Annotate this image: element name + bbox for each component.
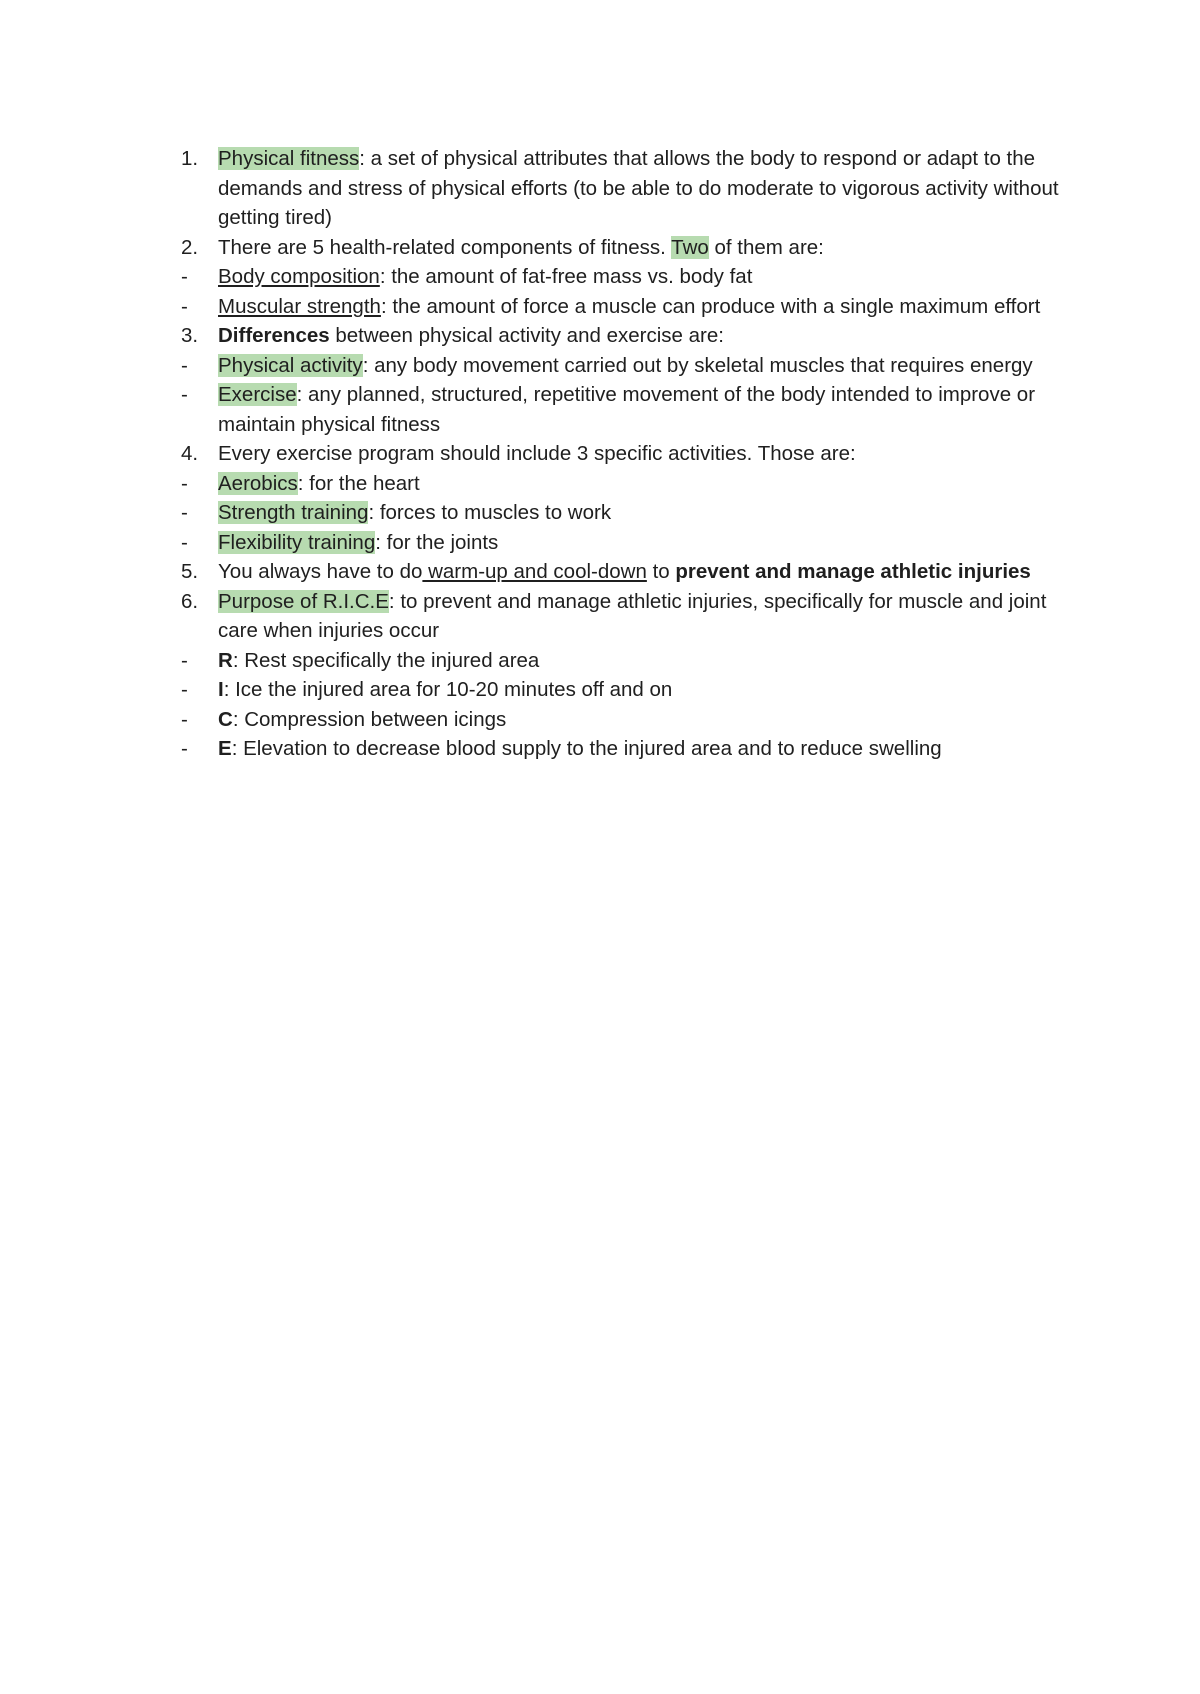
list-marker: - xyxy=(181,353,188,377)
bullet-item xyxy=(181,469,1061,499)
list-marker: 3. xyxy=(181,324,199,347)
text-run: between physical activity and exercise are: xyxy=(329,324,724,347)
list-marker: 5. xyxy=(181,560,199,583)
list-marker: 2. xyxy=(181,235,199,259)
underlined-term: warm-up and cool-down xyxy=(422,560,647,583)
numbered-item xyxy=(181,144,1061,233)
bullet-item xyxy=(181,498,1061,528)
item-text xyxy=(218,265,752,288)
list-marker: - xyxy=(181,501,188,524)
list-marker: 1. xyxy=(181,147,199,170)
item-text xyxy=(218,590,1046,643)
bullet-item xyxy=(181,705,1061,735)
bullet-item xyxy=(181,646,1061,676)
list-marker: - xyxy=(181,265,188,288)
bullet-item xyxy=(181,262,1061,292)
list-marker: 6. xyxy=(181,589,199,613)
highlighted-term: Aerobics xyxy=(218,471,298,495)
text-run: : the amount of fat-free mass vs. body fat xyxy=(379,265,753,288)
item-text xyxy=(218,324,724,347)
text-run: : Compression between icings xyxy=(232,707,507,731)
list-marker: - xyxy=(181,737,188,760)
highlighted-term: Flexibility training xyxy=(218,530,376,554)
item-text xyxy=(218,708,506,731)
highlighted-term: Purpose of R.I.C.E xyxy=(218,589,389,613)
bullet-item xyxy=(181,351,1061,381)
bold-term: R xyxy=(218,648,233,672)
bullet-item xyxy=(181,380,1061,439)
item-text xyxy=(218,147,1059,229)
item-text xyxy=(218,383,1035,436)
text-run: : forces to muscles to work xyxy=(368,501,612,524)
numbered-item xyxy=(181,439,1061,469)
text-run: : for the heart xyxy=(297,471,420,495)
numbered-item xyxy=(181,587,1061,646)
highlighted-term: Two xyxy=(671,235,709,259)
item-text xyxy=(218,295,1040,318)
bullet-item xyxy=(181,675,1061,705)
notes-list xyxy=(181,144,1061,764)
item-text xyxy=(218,472,420,495)
numbered-item xyxy=(181,557,1061,587)
text-run: : the amount of force a muscle can produce with a single maximum effort xyxy=(380,294,1041,318)
underlined-term: Body composition xyxy=(218,265,380,288)
text-run: : Elevation to decrease blood supply to the injured area and to reduce swelling xyxy=(231,737,942,760)
text-run: : to prevent and manage athletic injuries, specifically for muscle and joint care when injuries occur xyxy=(218,589,1047,642)
text-run: : a set of physical attributes that allows the body to respond or adapt to the demands and stress of physical efforts (to be able to do moderate to vigorous activity without getting tired) xyxy=(218,147,1059,229)
text-run: : for the joints xyxy=(375,530,499,554)
bullet-item xyxy=(181,292,1061,322)
list-marker: - xyxy=(181,648,188,672)
text-run: of them are: xyxy=(708,235,824,259)
bold-term: Differences xyxy=(218,324,330,347)
item-text xyxy=(218,678,672,701)
text-run: You always have to do xyxy=(218,560,423,583)
list-marker: - xyxy=(181,471,188,495)
bold-term: I xyxy=(218,678,224,701)
highlighted-term: Strength training xyxy=(218,501,369,524)
list-marker: - xyxy=(181,294,188,318)
text-run: : any planned, structured, repetitive movement of the body intended to improve or maintain physical fitness xyxy=(218,383,1036,436)
item-text xyxy=(218,560,1031,583)
list-marker: - xyxy=(181,707,188,731)
list-marker: - xyxy=(181,383,188,406)
text-run: : Rest specifically the injured area xyxy=(232,648,540,672)
item-text xyxy=(218,442,856,465)
bullet-item xyxy=(181,528,1061,558)
list-marker: - xyxy=(181,530,188,554)
text-run: There are 5 health-related components of fitness. xyxy=(218,235,672,259)
list-marker: - xyxy=(181,678,188,701)
list-marker: 4. xyxy=(181,442,199,465)
highlighted-term: Exercise xyxy=(218,383,297,406)
numbered-item xyxy=(181,321,1061,351)
item-text xyxy=(218,236,824,259)
highlighted-term: Physical fitness xyxy=(218,147,360,170)
text-run: Every exercise program should include 3 specific activities. Those are: xyxy=(218,442,856,465)
text-run: to xyxy=(646,560,676,583)
bullet-item xyxy=(181,734,1061,764)
bold-term: C xyxy=(218,707,233,731)
bold-term: prevent and manage athletic injuries xyxy=(675,560,1031,583)
item-text xyxy=(218,531,498,554)
item-text xyxy=(218,649,539,672)
underlined-term: Muscular strength xyxy=(218,294,381,318)
numbered-item xyxy=(181,233,1061,263)
bold-term: E xyxy=(218,737,232,760)
item-text xyxy=(218,354,1033,377)
item-text xyxy=(218,501,611,524)
text-run: : Ice the injured area for 10-20 minutes off and on xyxy=(223,678,673,701)
item-text xyxy=(218,737,942,760)
highlighted-term: Physical activity xyxy=(218,353,363,377)
text-run: : any body movement carried out by skeletal muscles that requires energy xyxy=(362,353,1033,377)
